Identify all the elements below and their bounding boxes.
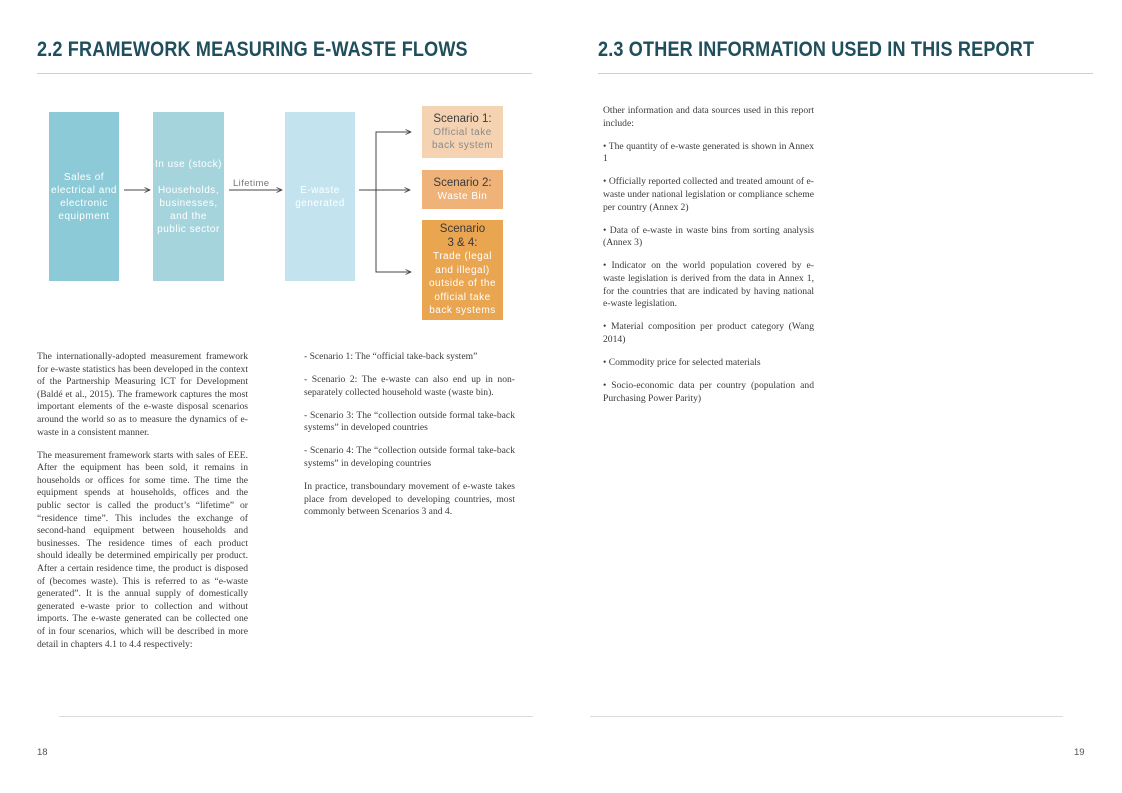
left-page-number: 18 (37, 747, 48, 758)
list-item: • The quantity of e-waste generated is shown in Annex 1 (603, 140, 814, 165)
paragraph: - Scenario 4: The “collection outside formal take-back systems” in developing countries (304, 445, 515, 470)
paragraph: - Scenario 1: The “official take-back system” (304, 351, 478, 362)
left-heading-rule (37, 73, 532, 74)
in-use-title: In use (stock) (154, 158, 223, 170)
scenario-3-4-body: Trade (legal and illegal) outside of the official take back systems (428, 251, 497, 317)
in-use-box (153, 112, 224, 281)
arrow-branch-scenarios (376, 132, 410, 272)
left-page-heading: 2.2 FRAMEWORK MEASURING E-WASTE FLOWS (37, 38, 468, 61)
right-page-number: 19 (1074, 747, 1085, 758)
list-item: • Socio-economic data per country (population and Purchasing Power Parity) (603, 380, 814, 404)
paragraph: Other information and data sources used in this report include: (603, 105, 814, 129)
paragraph: - Scenario 2: The e-waste can also end up in non-separately collected household waste (waste bin). (304, 374, 515, 398)
list-item: • Material composition per product category (Wang 2014) (603, 321, 814, 345)
list-item: • Officially reported collected and treated amount of e-waste under national legislation or compliance scheme per country (Annex 2) (603, 176, 814, 213)
paragraph: The internationally-adopted measurement framework for e-waste statistics has been developed in the context of the Partnership Measuring ICT for Development (Baldé et al., 2015). The framework captures the most important elements of the e-waste disposal scenarios around the world so as to measure the dynamics of e-waste in a consistent manner. (37, 351, 248, 438)
e-waste-generated-label: E-waste generated (295, 184, 345, 209)
list-item: • Indicator on the world population covered by e-waste legislation is derived from the data in Annex 1, for the countries that are indicated by having national e-waste legislation. (603, 260, 814, 310)
sales-box (49, 112, 119, 281)
right-page-heading: 2.3 OTHER INFORMATION USED IN THIS REPORT (598, 38, 1035, 61)
scenario-1-title: Scenario 1: (433, 113, 492, 125)
in-use-body: Households, businesses, and the public sector (157, 184, 220, 235)
sales-label: Sales of electrical and electronic equipment (51, 171, 117, 222)
e-waste-generated-box (285, 112, 355, 281)
right-heading-rule (598, 73, 1093, 74)
scenario-2-body: Waste Bin (437, 190, 488, 202)
scenario-2-box (422, 170, 503, 209)
paragraph: The measurement framework starts with sales of EEE. After the equipment has been sold, it remains in households or offices for some time. The time the equipment spends at households, offices and the public sector is called the product’s “lifetime” or “residence time”. This includes the exchange of second-hand equipment between households and businesses. The residence times of each product should ideally be determined empirically per product. After a certain residence time, the product is disposed of (becomes waste). This is referred to as “e-waste generated”. It is the annual supply of domestically generated e-waste prior to collection and without imports. The e-waste generated can be collected one of in four scenarios, which will be described in more detail in chapters 4.1 to 4.4 respectively: (37, 449, 248, 650)
left-footer-rule (59, 716, 533, 717)
right-column (603, 105, 814, 416)
lifetime-label: Lifetime (233, 178, 270, 189)
scenario-3-4-title: Scenario 3 & 4: (439, 223, 486, 250)
paragraph: - Scenario 3: The “collection outside formal take-back systems” in developed countries (304, 409, 515, 434)
list-item: • Commodity price for selected materials (603, 356, 761, 368)
left-column-1 (37, 351, 248, 662)
paragraph: In practice, transboundary movement of e-waste takes place from developed to developing countries, most commonly between Scenarios 3 and 4. (304, 481, 515, 518)
right-footer-rule (590, 716, 1063, 717)
scenario-1-body: Official take back system (431, 127, 494, 151)
scenario-2-title: Scenario 2: (433, 176, 492, 189)
scenario-3-4-box (422, 220, 503, 320)
left-column-2 (304, 351, 515, 529)
list-item: • Data of e-waste in waste bins from sorting analysis (Annex 3) (603, 224, 814, 249)
scenario-1-box (422, 106, 503, 158)
